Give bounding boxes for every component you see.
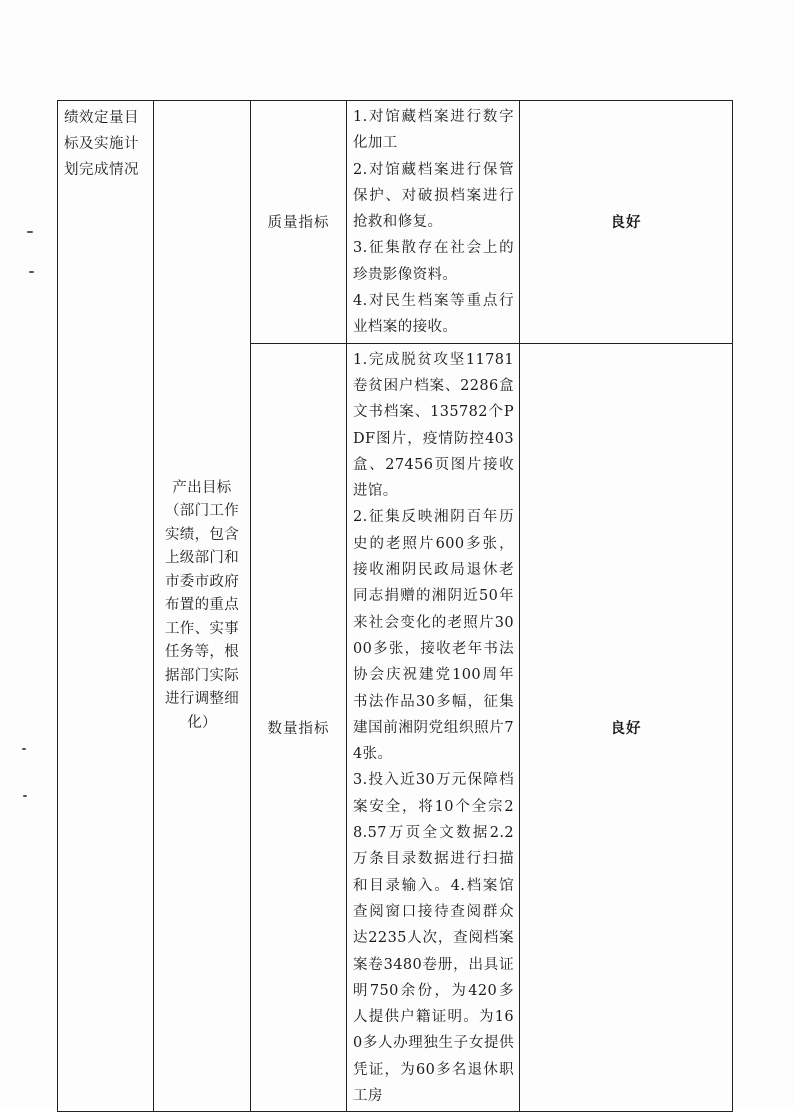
indicator-label: 质量指标	[267, 215, 330, 232]
content-item: 4.对民生档案等重点行业档案的接收。	[353, 293, 514, 336]
content-cell-quantity	[347, 343, 520, 1112]
content-item: 2.征集反映湘阴百年历史的老照片600多张，接收湘阴民政局退休老同志捐赠的湘阴近50年来社会变化的老照片3000多张，接收老年书法协会庆祝建党100周年书法作品30多幅，征集建国前湘阴党组织照片74张。	[353, 509, 514, 763]
rating-value: 良好	[610, 214, 642, 232]
scan-speck	[29, 271, 34, 273]
indicator-label: 数量指标	[267, 720, 330, 737]
scan-speck	[22, 748, 26, 750]
output-goal-cell	[154, 101, 251, 1112]
indicator-cell-quantity	[251, 343, 347, 1112]
content-cell-quality	[347, 101, 520, 344]
content-item: 2.对馆藏档案进行保管保护、对破损档案进行抢救和修复。	[353, 161, 514, 231]
indicator-cell-quality	[251, 101, 347, 344]
content-item: 3.投入近30万元保障档案安全，将10个全宗28.57万页全文数据2.2万条目录数据进行扫描和目录输入。4.档案馆查阅窗口接待查阅群众达2235人次，查阅档案案卷3480卷册，出具证明750余份，为420多人提供户籍证明。为160多人办理独生子女提供凭证，为60多名退休职工房	[353, 772, 514, 1104]
rating-cell-quality	[520, 101, 733, 344]
category-cell	[58, 101, 154, 1112]
rating-cell-quantity	[520, 343, 733, 1112]
output-goal-note: （部门工作实绩，包含上级部门和市委市政府布置的重点工作、实事任务等，根据部门实际进行调整细化）	[165, 503, 239, 731]
output-goal-label: 产出目标	[172, 479, 232, 496]
table-row-quality	[58, 101, 733, 344]
performance-table	[57, 100, 733, 1112]
scan-speck	[23, 795, 27, 797]
content-item: 1.对馆藏档案进行数字化加工	[353, 109, 514, 152]
rating-value: 良好	[610, 719, 642, 737]
category-label: 绩效定量目标及实施计划完成情况	[64, 110, 139, 178]
content-item: 1.完成脱贫攻坚11781卷贫困户档案、2286盒文书档案、135782个PDF图片，疫情防控403盒、27456页图片接收进馆。	[353, 351, 514, 500]
scan-speck	[27, 231, 33, 233]
content-item: 3.征集散存在社会上的珍贵影像资料。	[353, 240, 514, 283]
